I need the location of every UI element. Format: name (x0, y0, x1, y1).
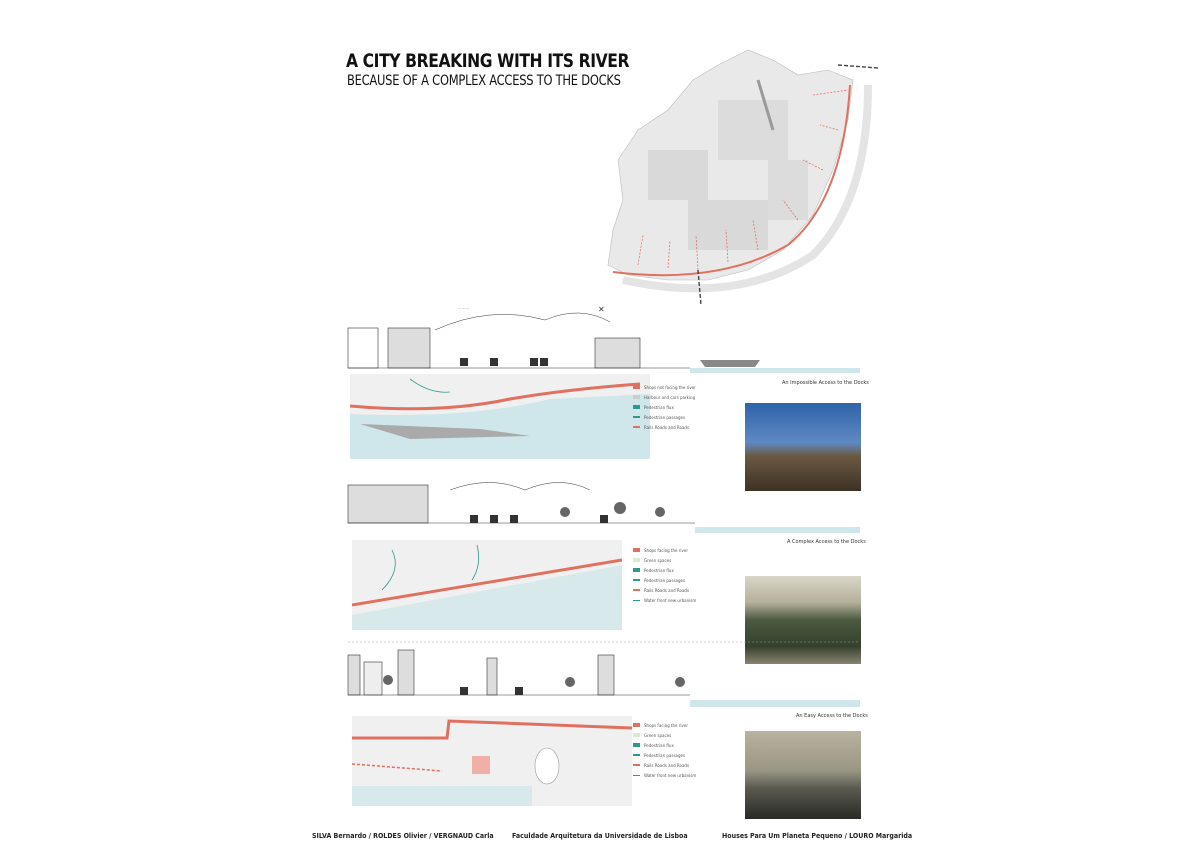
footer-school: Faculdade Arquitetura da Universidade de Lisboa (512, 832, 688, 840)
footer-project: Houses Para Um Planeta Pequeno / LOURO Margarida (722, 832, 913, 840)
plan-map-2 (352, 540, 622, 630)
plan-map-3 (352, 716, 632, 806)
page-title: A CITY BREAKING WITH ITS RIVER (346, 50, 630, 72)
legend-1: Shops not facing the river Harbour and cars parking Pedestrian flux Pedestrian passages Rails Roads and Roads (633, 382, 696, 432)
legend-3: Shops facing the river Green spaces Pedestrian flux Pedestrian passages Rails Roads and Roads Water front new urbanism (633, 720, 696, 780)
street-section-2 (340, 470, 870, 540)
footer-authors: SILVA Bernardo / ROLDES Olivier / VERGNAUD Carla (312, 832, 494, 840)
street-section-1 (340, 300, 870, 375)
street-section-3 (340, 640, 870, 715)
lisbon-city-map (598, 40, 888, 310)
river-cablecar-photo (745, 731, 861, 819)
arc-label: — — — (458, 306, 469, 310)
section-caption: A Complex Access to the Docks (787, 539, 866, 545)
page-subtitle: BECAUSE OF A COMPLEX ACCESS TO THE DOCKS (347, 73, 621, 89)
legend-2: Shops facing the river Green spaces Pedestrian flux Pedestrian passages Rails Roads and Roads Water front new urbanism (633, 545, 696, 605)
svg-text:✕: ✕ (598, 305, 605, 314)
section-caption: An Impossible Access to the Docks (782, 380, 869, 386)
plan-map-1 (350, 374, 650, 459)
section-caption: An Easy Access to the Docks (796, 713, 868, 719)
